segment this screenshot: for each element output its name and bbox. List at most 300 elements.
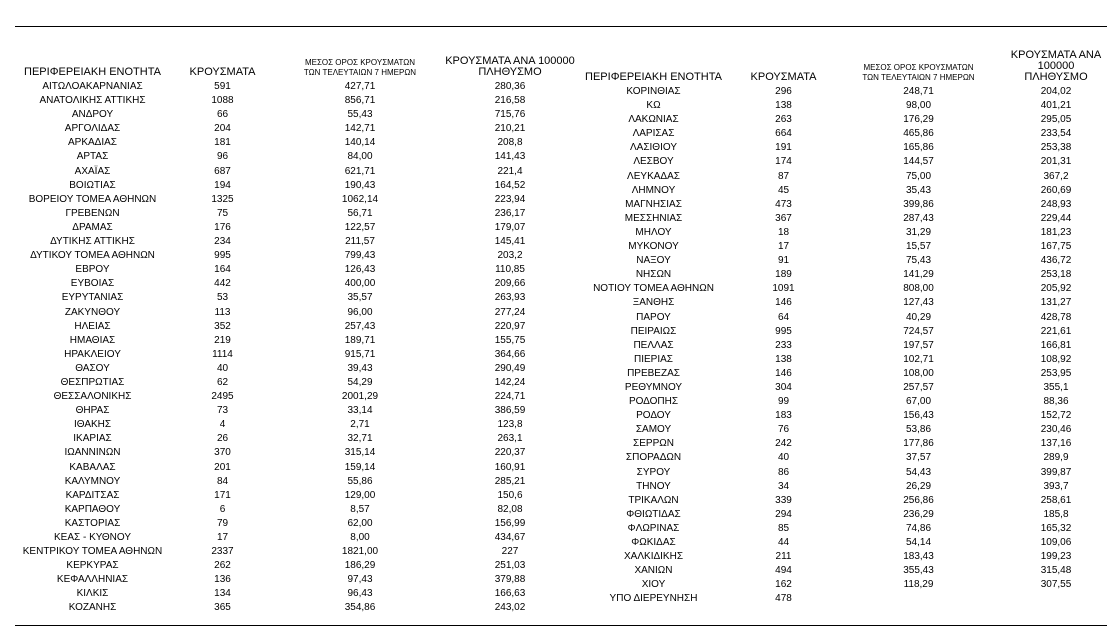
per100k-cell: 401,21 [1040, 100, 1072, 112]
region-cell: ΘΕΣΣΑΛΟΝΙΚΗΣ [53, 391, 132, 403]
avg7-cell: 126,43 [344, 264, 376, 276]
cases-cell: 138 [775, 100, 792, 112]
per100k-cell: 201,31 [1040, 156, 1072, 168]
region-cell: ΚΟΡΙΝΘΙΑΣ [626, 86, 681, 97]
avg7-cell: 1821,00 [341, 546, 379, 558]
cases-cell: 64 [777, 311, 790, 323]
per100k-cell: 88,36 [1043, 396, 1069, 408]
cases-cell: 76 [777, 424, 790, 436]
header-avg7: ΜΕΣΟΣ ΟΡΟΣ ΚΡΟΥΣΜΑΤΩΝ ΤΩΝ ΤΕΛΕΥΤΑΙΩΝ 7 ΗΜΕΡΩΝ [862, 63, 975, 82]
per100k-cell: 367,2 [1043, 170, 1069, 182]
table-row [576, 423, 1111, 437]
region-cell: ΚΙΛΚΙΣ [76, 588, 109, 600]
table-row [15, 179, 575, 193]
table-row [15, 531, 575, 545]
table-row [15, 136, 575, 150]
cases-cell: 1114 [212, 348, 233, 360]
cases-cell: 96 [216, 151, 229, 163]
cases-cell: 45 [777, 184, 790, 196]
cases-cell: 91 [777, 255, 790, 267]
cases-cell: 183 [775, 410, 792, 422]
table-row [15, 475, 575, 489]
cases-cell: 296 [775, 86, 792, 97]
per100k-cell: 315,48 [1040, 565, 1072, 577]
region-cell: ΗΡΑΚΛΕΙΟΥ [64, 348, 121, 360]
per100k-cell: 155,75 [494, 334, 526, 346]
cases-cell: 995 [214, 250, 231, 262]
cases-cell: 473 [775, 198, 792, 210]
table-row [15, 291, 575, 305]
region-cell: ΔΥΤΙΚΗΣ ΑΤΤΙΚΗΣ [50, 236, 135, 248]
cases-cell: 995 [775, 325, 792, 337]
cases-cell: 26 [216, 433, 229, 445]
avg7-cell: 122,57 [344, 221, 376, 233]
cases-cell: 263 [775, 114, 792, 126]
table-row [576, 494, 1111, 508]
avg7-cell: 129,00 [344, 489, 376, 501]
cases-table-left [15, 50, 575, 616]
region-cell: ΛΑΡΙΣΑΣ [632, 128, 675, 140]
table-row [576, 578, 1111, 592]
per100k-cell: 236,17 [494, 207, 526, 219]
region-cell: ΛΕΣΒΟΥ [633, 156, 674, 168]
cases-cell: 84 [216, 475, 229, 487]
avg7-cell: 142,71 [344, 123, 376, 135]
avg7-cell: 54,43 [905, 466, 932, 478]
table-row [576, 395, 1111, 409]
per100k-cell: 205,92 [1040, 283, 1072, 295]
region-cell: ΑΡΓΟΛΙΔΑΣ [64, 123, 121, 135]
region-cell: ΧΑΝΙΩΝ [634, 565, 673, 577]
region-cell: ΛΑΣΙΘΙΟΥ [630, 142, 677, 154]
table-row [15, 263, 575, 277]
cases-cell: 370 [214, 447, 231, 459]
avg7-cell: 248,71 [903, 86, 934, 97]
table-row [576, 409, 1111, 423]
region-cell: ΑΙΤΩΛΟΑΚΑΡΝΑΝΙΑΣ [42, 81, 143, 92]
avg7-cell: 55,86 [347, 475, 373, 487]
per100k-cell: 229,44 [1040, 212, 1072, 224]
cases-cell: 442 [214, 278, 231, 290]
cases-cell: 34 [777, 480, 790, 492]
cases-cell: 219 [214, 334, 231, 346]
per100k-cell: 289,9 [1043, 452, 1069, 464]
table-row [15, 207, 575, 221]
region-cell: ΠΡΕΒΕΖΑΣ [627, 367, 680, 379]
per100k-cell: 221,61 [1040, 325, 1072, 337]
region-cell: ΠΕΛΛΑΣ [633, 339, 674, 351]
region-cell: ΔΥΤΙΚΟΥ ΤΟΜΕΑ ΑΘΗΝΩΝ [30, 250, 155, 262]
per100k-cell: 141,43 [494, 151, 526, 163]
cases-cell: 162 [775, 579, 792, 591]
per100k-cell: 243,02 [494, 602, 526, 614]
avg7-cell: 32,71 [347, 433, 373, 445]
header-row [15, 50, 575, 80]
region-cell: ΝΟΤΙΟΥ ΤΟΜΕΑ ΑΘΗΝΩΝ [593, 283, 714, 295]
per100k-cell: 181,23 [1040, 226, 1072, 238]
cases-cell: 40 [777, 452, 790, 464]
cases-cell: 181 [214, 137, 231, 149]
region-cell: ΑΝΔΡΟΥ [71, 109, 114, 121]
region-cell: ΑΧΑΪΑΣ [74, 165, 111, 177]
per100k-cell: 253,18 [1040, 269, 1072, 281]
table-row [15, 489, 575, 503]
per100k-cell: 251,03 [494, 560, 526, 572]
right-table-block [576, 50, 1111, 606]
per100k-cell: 393,7 [1043, 480, 1069, 492]
region-cell: ΑΝΑΤΟΛΙΚΗΣ ΑΤΤΙΚΗΣ [39, 95, 146, 107]
per100k-cell: 379,88 [494, 574, 526, 586]
avg7-cell: 183,43 [903, 551, 934, 563]
avg7-cell: 256,86 [903, 494, 934, 506]
table-row [576, 268, 1111, 282]
per100k-cell: 137,16 [1040, 438, 1072, 450]
avg7-cell: 40,29 [905, 311, 932, 323]
table-row [576, 564, 1111, 578]
cases-cell: 262 [214, 560, 231, 572]
per100k-cell: 307,55 [1040, 579, 1072, 591]
cases-cell: 136 [214, 574, 231, 586]
cases-cell: 176 [214, 221, 231, 233]
avg7-cell: 74,86 [905, 522, 932, 534]
header-row [576, 50, 1111, 85]
per100k-cell: 164,52 [494, 179, 526, 191]
per100k-cell: 220,37 [494, 447, 526, 459]
table-row [576, 296, 1111, 310]
per100k-cell: 210,21 [494, 123, 526, 135]
cases-cell: 2337 [211, 546, 234, 558]
region-cell: ΞΑΝΘΗΣ [632, 297, 675, 309]
avg7-cell: 8,57 [350, 503, 370, 515]
table-row [576, 85, 1111, 99]
cases-cell: 79 [216, 517, 229, 529]
cases-cell: 189 [775, 269, 792, 281]
region-cell: ΦΘΙΩΤΙΔΑΣ [626, 508, 681, 520]
per100k-cell: 386,59 [494, 405, 526, 417]
cases-cell: 44 [777, 537, 790, 548]
table-row [576, 592, 1111, 606]
right-table-body [576, 85, 1111, 606]
cases-cell: 365 [214, 602, 231, 614]
table-row [576, 184, 1111, 198]
cases-cell: 2495 [211, 391, 234, 403]
avg7-cell: 176,29 [903, 114, 934, 126]
avg7-cell: 144,57 [903, 156, 934, 168]
per100k-cell: 436,72 [1040, 255, 1072, 267]
region-cell: ΚΑΒΑΛΑΣ [69, 461, 116, 473]
per100k-cell: 253,38 [1040, 142, 1072, 154]
region-cell: ΛΗΜΝΟΥ [631, 184, 676, 196]
avg7-cell: 62,00 [347, 517, 373, 529]
cases-cell: 204 [214, 123, 231, 135]
cases-cell: 18 [777, 226, 790, 238]
cases-cell: 304 [775, 381, 792, 393]
cases-cell: 367 [775, 212, 792, 224]
table-row [15, 446, 575, 460]
header-per100k: ΚΡΟΥΣΜΑΤΑ ΑΝΑ 100000 ΠΛΗΘΥΣΜΟ [445, 55, 575, 78]
cases-cell: 1088 [211, 95, 234, 107]
cases-cell: 1325 [211, 193, 234, 205]
table-row [15, 559, 575, 573]
region-cell: ΚΑΛΥΜΝΟΥ [64, 475, 121, 487]
table-row [15, 573, 575, 587]
avg7-cell: 186,29 [344, 560, 376, 572]
per100k-cell: 179,07 [494, 221, 526, 233]
avg7-cell: 55,43 [347, 109, 373, 121]
avg7-cell: 96,00 [347, 306, 373, 318]
avg7-cell: 67,00 [905, 396, 932, 408]
per100k-cell: 260,69 [1040, 184, 1072, 196]
per100k-cell: 434,67 [494, 532, 526, 543]
avg7-cell: 53,86 [905, 424, 932, 436]
cases-cell: 86 [777, 466, 790, 478]
table-row [15, 277, 575, 291]
cases-cell: 138 [775, 353, 792, 365]
region-cell: ΤΗΝΟΥ [636, 480, 671, 492]
table-row [15, 334, 575, 348]
avg7-cell: 56,71 [347, 207, 373, 219]
table-row [15, 503, 575, 517]
per100k-cell: 295,05 [1040, 114, 1072, 126]
table-row [576, 113, 1111, 127]
table-row [576, 155, 1111, 169]
top-rule [15, 26, 1107, 27]
cases-cell: 113 [214, 306, 231, 318]
per100k-cell: 185,8 [1043, 508, 1069, 520]
cases-cell: 294 [775, 508, 792, 520]
per100k-cell: 355,1 [1043, 381, 1069, 393]
per100k-cell: 227 [501, 546, 519, 558]
table-row [15, 404, 575, 418]
region-cell: ΘΑΣΟΥ [75, 362, 110, 374]
avg7-cell: 35,43 [905, 184, 932, 196]
table-row [576, 170, 1111, 184]
cases-cell: 478 [775, 593, 792, 605]
region-cell: ΣΥΡΟΥ [636, 466, 671, 478]
region-cell: ΒΟΡΕΙΟΥ ΤΟΜΕΑ ΑΘΗΝΩΝ [28, 193, 157, 205]
cases-cell: 171 [214, 489, 231, 501]
avg7-cell: 140,14 [344, 137, 376, 149]
region-cell: ΘΗΡΑΣ [75, 405, 110, 417]
avg7-cell: 118,29 [903, 579, 934, 591]
avg7-cell: 400,00 [344, 278, 376, 290]
table-row [576, 437, 1111, 451]
region-cell: ΥΠΟ ΔΙΕΡΕΥΝΗΣΗ [609, 593, 698, 605]
avg7-cell: 354,86 [344, 602, 376, 614]
region-cell: ΕΥΒΟΙΑΣ [70, 278, 115, 290]
region-cell: ΚΑΡΠΑΘΟΥ [64, 503, 121, 515]
region-cell: ΡΟΔΟΠΗΣ [628, 396, 679, 408]
table-row [15, 418, 575, 432]
per100k-cell: 203,2 [497, 250, 523, 262]
table-row [15, 545, 575, 559]
cases-cell: 194 [214, 179, 231, 191]
table-row [15, 517, 575, 531]
region-cell: ΤΡΙΚΑΛΩΝ [628, 494, 679, 506]
per100k-cell: 428,78 [1040, 311, 1072, 323]
table-row [576, 127, 1111, 141]
per100k-cell: 160,91 [494, 461, 526, 473]
per100k-cell: 108,92 [1040, 353, 1072, 365]
cases-cell: 75 [216, 207, 229, 219]
table-row [576, 466, 1111, 480]
table-row [15, 221, 575, 235]
per100k-cell: 248,93 [1040, 198, 1072, 210]
region-cell: ΡΕΘΥΜΝΟΥ [624, 381, 683, 393]
cases-cell: 201 [214, 461, 231, 473]
region-cell: ΜΥΚΟΝΟΥ [628, 241, 679, 253]
per100k-cell: 224,71 [494, 391, 526, 403]
avg7-cell: 465,86 [903, 128, 934, 140]
avg7-cell: 141,29 [903, 269, 934, 281]
avg7-cell: 156,43 [903, 410, 934, 422]
table-row [15, 348, 575, 362]
region-cell: ΣΕΡΡΩΝ [633, 438, 674, 450]
table-row [576, 99, 1111, 113]
avg7-cell: 1062,14 [341, 193, 379, 205]
region-cell: ΛΕΥΚΑΔΑΣ [627, 170, 680, 182]
cases-cell: 191 [775, 142, 792, 154]
avg7-cell: 75,00 [905, 170, 932, 182]
region-cell: ΚΩ [646, 100, 661, 112]
per100k-cell: 82,08 [497, 503, 523, 515]
avg7-cell: 165,86 [903, 142, 934, 154]
region-cell: ΦΩΚΙΔΑΣ [631, 537, 676, 548]
avg7-cell: 315,14 [344, 447, 376, 459]
per100k-cell: 216,58 [494, 95, 526, 107]
avg7-cell: 287,43 [903, 212, 934, 224]
region-cell: ΝΑΞΟΥ [636, 255, 671, 267]
per100k-cell: 166,63 [494, 588, 526, 600]
per100k-cell: 399,87 [1040, 466, 1072, 478]
per100k-cell: 156,99 [494, 517, 526, 529]
per100k-cell: 150,6 [497, 489, 523, 501]
table-row [576, 198, 1111, 212]
per100k-cell [1001, 592, 1111, 606]
avg7-cell: 75,43 [905, 255, 932, 267]
cases-cell: 687 [214, 165, 231, 177]
table-row [15, 165, 575, 179]
per100k-cell: 142,24 [494, 376, 526, 388]
table-row [576, 381, 1111, 395]
table-row [576, 254, 1111, 268]
table-row [576, 522, 1111, 536]
per100k-cell: 233,54 [1040, 128, 1072, 140]
cases-cell: 234 [214, 236, 231, 248]
avg7-cell: 159,14 [344, 461, 376, 473]
per100k-cell: 123,8 [497, 419, 523, 431]
bottom-rule [15, 625, 1107, 626]
region-cell: ΚΕΦΑΛΛΗΝΙΑΣ [56, 574, 129, 586]
per100k-cell: 110,85 [495, 264, 525, 276]
avg7-cell: 427,71 [344, 81, 376, 92]
avg7-cell: 97,43 [347, 574, 373, 586]
per100k-cell: 131,27 [1040, 297, 1072, 309]
avg7-cell: 724,57 [903, 325, 934, 337]
avg7-cell: 799,43 [344, 250, 376, 262]
cases-cell: 99 [777, 396, 790, 408]
table-row [576, 550, 1111, 564]
region-cell: ΚΕΑΣ - ΚΥΘΝΟΥ [54, 532, 131, 543]
region-cell: ΚΕΡΚΥΡΑΣ [66, 560, 119, 572]
region-cell: ΜΗΛΟΥ [635, 226, 672, 238]
table-row [15, 432, 575, 446]
region-cell: ΙΘΑΚΗΣ [73, 419, 112, 431]
table-row [15, 80, 575, 94]
avg7-cell: 189,71 [344, 334, 376, 346]
cases-cell: 87 [777, 170, 790, 182]
avg7-cell: 31,29 [905, 226, 932, 238]
header-region: ΠΕΡΙΦΕΡΕΙΑΚΗ ΕΝΟΤΗΤΑ [585, 71, 722, 83]
table-row [576, 141, 1111, 155]
avg7-cell: 35,57 [347, 292, 373, 304]
table-row [576, 325, 1111, 339]
region-cell: ΠΑΡΟΥ [636, 311, 671, 323]
cases-cell: 6 [219, 503, 226, 515]
per100k-cell: 230,46 [1040, 424, 1072, 436]
per100k-cell: 152,72 [1040, 410, 1072, 422]
avg7-cell: 808,00 [903, 283, 934, 295]
region-cell: ΑΡΤΑΣ [76, 151, 109, 163]
per100k-cell: 220,97 [494, 320, 526, 332]
per100k-cell: 167,75 [1040, 241, 1072, 253]
cases-cell: 40 [216, 362, 229, 374]
table-row [15, 122, 575, 136]
per100k-cell: 166,81 [1040, 339, 1072, 351]
cases-cell: 85 [777, 522, 790, 534]
table-row [15, 235, 575, 249]
cases-cell: 174 [775, 156, 792, 168]
per100k-cell: 277,24 [494, 306, 526, 318]
cases-cell: 242 [775, 438, 792, 450]
cases-cell: 73 [216, 405, 229, 417]
cases-cell: 17 [777, 241, 790, 253]
per100k-cell: 109,06 [1040, 537, 1072, 548]
table-row [576, 367, 1111, 381]
header-avg7: ΜΕΣΟΣ ΟΡΟΣ ΚΡΟΥΣΜΑΤΩΝ ΤΩΝ ΤΕΛΕΥΤΑΙΩΝ 7 ΗΜΕΡΩΝ [303, 58, 417, 77]
table-row [576, 212, 1111, 226]
per100k-cell: 263,1 [497, 433, 523, 445]
avg7-cell: 37,57 [905, 452, 932, 464]
table-row [576, 508, 1111, 522]
avg7-cell: 8,00 [350, 532, 370, 543]
region-cell: ΕΥΡΥΤΑΝΙΑΣ [61, 292, 124, 304]
header-cases: ΚΡΟΥΣΜΑΤΑ [189, 66, 256, 78]
region-cell: ΜΑΓΝΗΣΙΑΣ [625, 198, 682, 210]
per100k-cell: 223,94 [494, 193, 526, 205]
avg7-cell [836, 592, 1001, 606]
avg7-cell: 2001,29 [341, 391, 379, 403]
region-cell: ΕΒΡΟΥ [75, 264, 110, 276]
per100k-cell: 715,76 [494, 109, 526, 121]
cases-cell: 339 [775, 494, 792, 506]
table-row [15, 150, 575, 164]
table-row [15, 94, 575, 108]
left-table-block [15, 50, 575, 616]
region-cell: ΛΑΚΩΝΙΑΣ [628, 114, 679, 126]
avg7-cell: 190,43 [344, 179, 376, 191]
cases-cell: 664 [775, 128, 792, 140]
header-per100k: ΚΡΟΥΣΜΑΤΑ ΑΝΑ 100000 ΠΛΗΘΥΣΜΟ [1010, 49, 1102, 83]
table-row [15, 461, 575, 475]
region-cell: ΔΡΑΜΑΣ [72, 221, 113, 233]
avg7-cell: 127,43 [903, 297, 934, 309]
table-row [15, 249, 575, 263]
region-cell: ΠΕΙΡΑΙΩΣ [630, 325, 677, 337]
table-row [15, 587, 575, 601]
avg7-cell: 39,43 [347, 362, 373, 374]
region-cell: ΗΜΑΘΙΑΣ [69, 334, 116, 346]
